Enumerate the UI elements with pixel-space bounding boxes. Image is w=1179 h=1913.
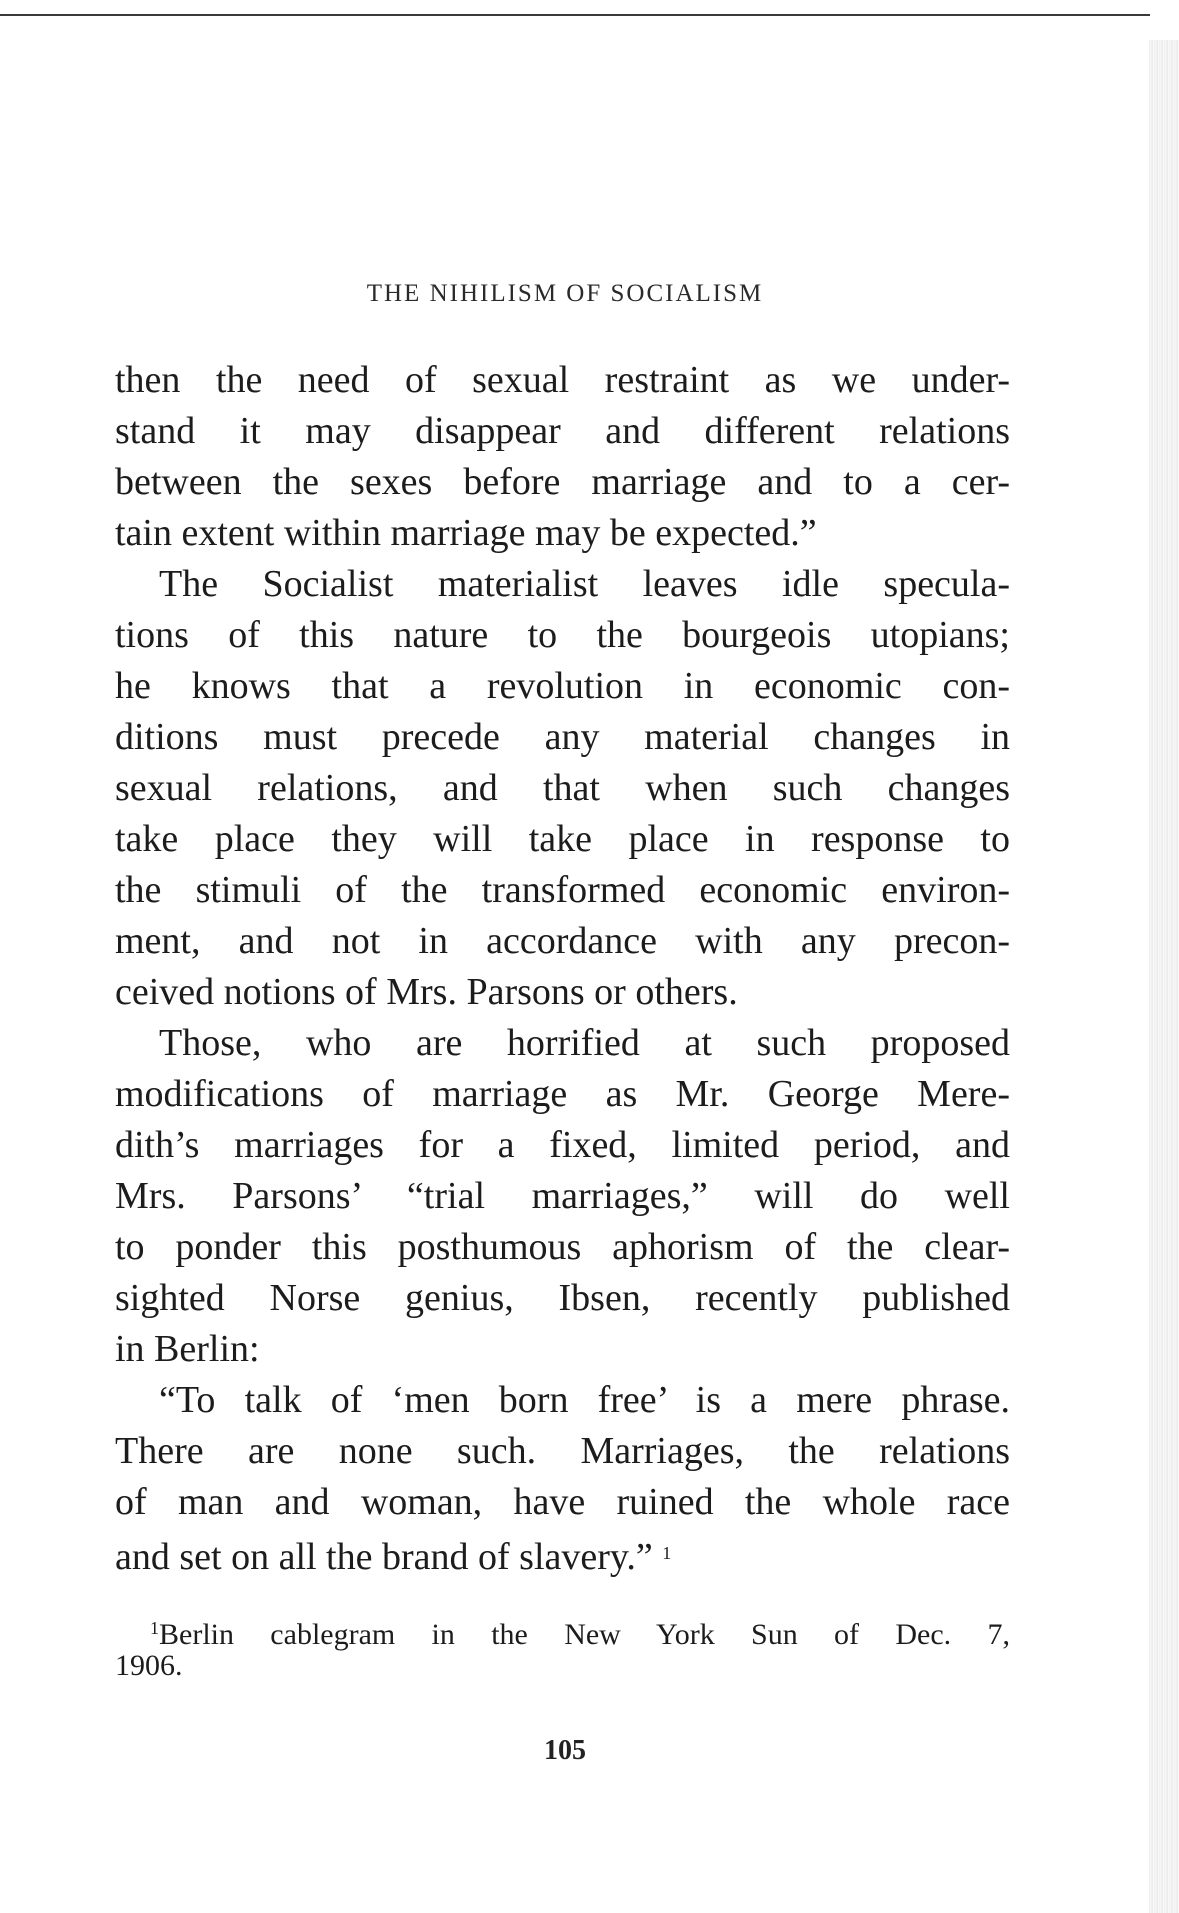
text-line: take place they will take place in response to bbox=[115, 818, 1010, 860]
text-line: ditions must precede any material changes in bbox=[115, 716, 1010, 758]
running-head: THE NIHILISM OF SOCIALISM bbox=[366, 280, 764, 307]
footnote-reference: 1 bbox=[662, 1543, 672, 1563]
text-line: he knows that a revolution in economic con- bbox=[115, 665, 1010, 707]
quote-line-text: and set on all the brand of slavery.” bbox=[115, 1536, 653, 1578]
footnote bbox=[115, 1610, 1010, 1684]
text-line: The Socialist materialist leaves idle specula- bbox=[159, 563, 1010, 605]
text-line: dith’s marriages for a fixed, limited period, and bbox=[115, 1124, 1010, 1166]
body-text bbox=[115, 355, 1010, 1579]
text-line: tain extent within marriage may be expected.” bbox=[115, 512, 817, 554]
text-line: Those, who are horrified at such proposed bbox=[159, 1022, 1010, 1064]
text-line: ment, and not in accordance with any precon- bbox=[115, 920, 1010, 962]
text-line: to ponder this posthumous aphorism of the clear- bbox=[115, 1226, 1010, 1268]
quote-line: There are none such. Marriages, the relations bbox=[115, 1430, 1010, 1472]
footnote-line bbox=[115, 1610, 1010, 1651]
top-rule bbox=[0, 14, 1150, 16]
page-number: 105 bbox=[544, 1735, 586, 1766]
quote-line: of man and woman, have ruined the whole race bbox=[115, 1481, 1010, 1523]
page-edge bbox=[1149, 40, 1179, 1913]
quote-line-last bbox=[115, 1528, 1010, 1579]
footnote-text: Berlin cablegram in the New York Sun of Dec. 7, bbox=[159, 1618, 1010, 1651]
text-line: in Berlin: bbox=[115, 1328, 260, 1370]
text-line: the stimuli of the transformed economic environ- bbox=[115, 869, 1010, 911]
quote-line: “To talk of ‘men born free’ is a mere phrase. bbox=[159, 1379, 1010, 1421]
footnote-line: 1906. bbox=[115, 1649, 183, 1682]
text-line: sighted Norse genius, Ibsen, recently published bbox=[115, 1277, 1010, 1319]
footnote-marker: 1 bbox=[150, 1618, 159, 1638]
text-line: then the need of sexual restraint as we under- bbox=[115, 359, 1010, 401]
text-line: tions of this nature to the bourgeois utopians; bbox=[115, 614, 1010, 656]
text-line: between the sexes before marriage and to a cer- bbox=[115, 461, 1010, 503]
text-line: stand it may disappear and different relations bbox=[115, 410, 1010, 452]
text-line: Mrs. Parsons’ “trial marriages,” will do well bbox=[115, 1175, 1010, 1217]
text-line: sexual relations, and that when such changes bbox=[115, 767, 1010, 809]
text-line: ceived notions of Mrs. Parsons or others. bbox=[115, 971, 738, 1013]
text-line: modifications of marriage as Mr. George Mere- bbox=[115, 1073, 1010, 1115]
